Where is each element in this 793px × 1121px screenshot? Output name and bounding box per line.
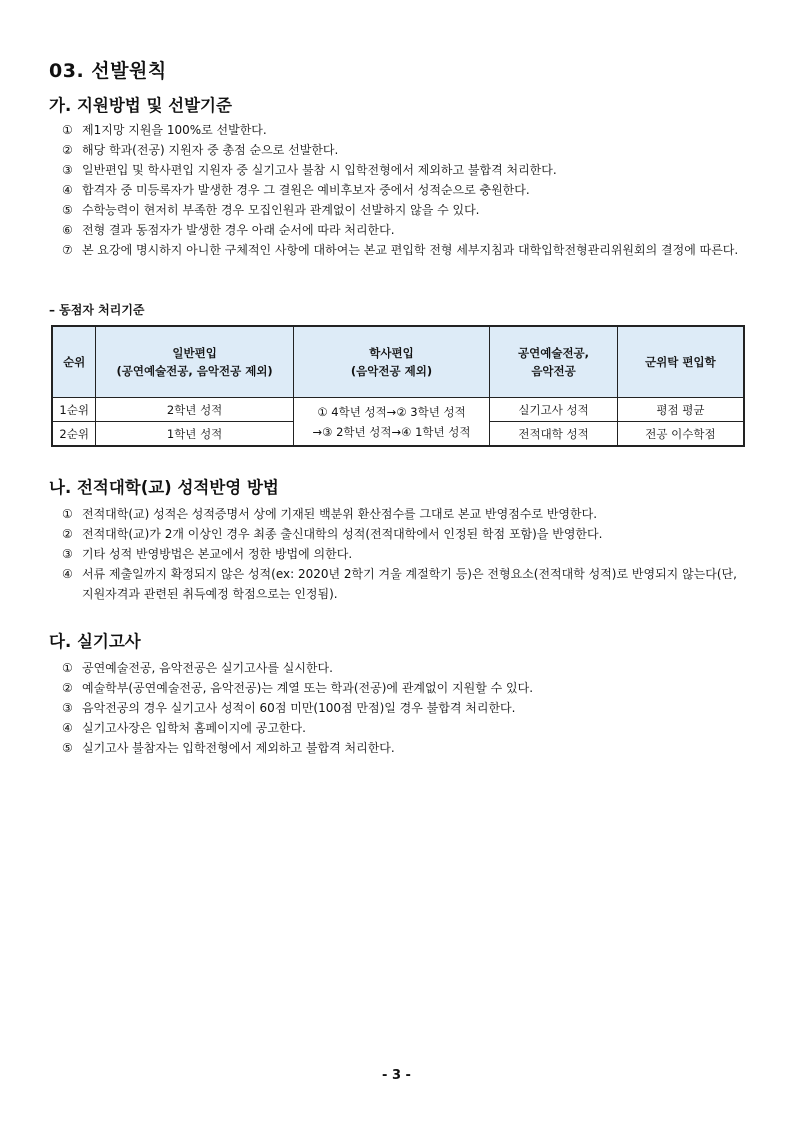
cell-rank: 2순위 bbox=[52, 422, 96, 447]
list-prior-grades bbox=[62, 504, 752, 604]
list-item: ⑦ 본 요강에 명시하지 아니한 구체적인 사항에 대하여는 본교 편입학 전형 세부지침과 대학입학전형관리위원회의 결정에 따른다. bbox=[62, 243, 739, 257]
list-item: ② 해당 학과(전공) 지원자 중 총점 순으로 선발한다. bbox=[62, 143, 339, 157]
list-item: ⑤ 실기고사 불참자는 입학전형에서 제외하고 불합격 처리한다. bbox=[62, 741, 395, 755]
cell-general: 2학년 성적 bbox=[96, 398, 293, 422]
table-row bbox=[52, 398, 744, 422]
list-item: ③ 일반편입 및 학사편입 지원자 중 실기고사 불참 시 입학전형에서 제외하고 불합격 처리한다. bbox=[62, 163, 557, 177]
list-item: ① 제1지망 지원을 100%로 선발한다. bbox=[62, 123, 267, 137]
table-header-row bbox=[52, 326, 744, 398]
list-item: ④ 서류 제출일까지 확정되지 않은 성적(ex: 2020년 2학기 겨울 계절학기 등)은 전형요소(전적대학 성적)로 반영되지 않는다(단, 지원자격과 관련된 취득예정 학점으로는 인정됨). bbox=[62, 567, 737, 601]
cell-military: 전공 이수학점 bbox=[617, 422, 744, 447]
cell-military: 평점 평균 bbox=[617, 398, 744, 422]
cell-general: 1학년 성적 bbox=[96, 422, 293, 447]
cell-rank: 1순위 bbox=[52, 398, 96, 422]
list-item: ③ 기타 성적 반영방법은 본교에서 정한 방법에 의한다. bbox=[62, 547, 353, 561]
list-item: ⑥ 전형 결과 동점자가 발생한 경우 아래 순서에 따라 처리한다. bbox=[62, 223, 395, 237]
cell-arts: 실기고사 성적 bbox=[490, 398, 618, 422]
list-practical-exam bbox=[62, 658, 752, 758]
header-arts-music: 공연예술전공, 음악전공 bbox=[490, 326, 618, 398]
page-number: - 3 - bbox=[382, 1068, 411, 1083]
list-item: ③ 음악전공의 경우 실기고사 성적이 60점 미만(100점 만점)일 경우 불합격 처리한다. bbox=[62, 701, 516, 715]
cell-arts: 전적대학 성적 bbox=[490, 422, 618, 447]
tiebreak-label: – 동점자 처리기준 bbox=[49, 303, 145, 317]
list-item: ① 전적대학(교) 성적은 성적증명서 상에 기재된 백분위 환산점수를 그대로 본교 반영점수로 반영한다. bbox=[62, 507, 598, 521]
header-general: 일반편입 (공연예술전공, 음악전공 제외) bbox=[96, 326, 293, 398]
list-item: ④ 실기고사장은 입학처 홈페이지에 공고한다. bbox=[62, 721, 306, 735]
heading-prior-grades: 나. 전적대학(교) 성적반영 방법 bbox=[49, 478, 279, 497]
list-item: ④ 합격자 중 미등록자가 발생한 경우 그 결원은 예비후보자 중에서 성적순으로 충원한다. bbox=[62, 183, 530, 197]
heading-practical-exam: 다. 실기고사 bbox=[49, 632, 141, 651]
tiebreak-table bbox=[51, 325, 745, 447]
heading-application-method: 가. 지원방법 및 선발기준 bbox=[49, 96, 232, 115]
header-rank: 순위 bbox=[52, 326, 96, 398]
cell-bachelor: ① 4학년 성적→② 3학년 성적 →③ 2학년 성적→④ 1학년 성적 bbox=[293, 398, 489, 447]
list-item: ① 공연예술전공, 음악전공은 실기고사를 실시한다. bbox=[62, 661, 333, 675]
header-bachelor: 학사편입 (음악전공 제외) bbox=[293, 326, 489, 398]
list-item: ⑤ 수학능력이 현저히 부족한 경우 모집인원과 관계없이 선발하지 않을 수 있다. bbox=[62, 203, 480, 217]
header-military: 군위탁 편입학 bbox=[617, 326, 744, 398]
list-application-method bbox=[62, 120, 752, 260]
list-item: ② 예술학부(공연예술전공, 음악전공)는 계열 또는 학과(전공)에 관계없이 지원할 수 있다. bbox=[62, 681, 534, 695]
section-title: 03. 선발원칙 bbox=[49, 60, 167, 82]
list-item: ② 전적대학(교)가 2개 이상인 경우 최종 출신대학의 성적(전적대학에서 인정된 학점 포함)을 반영한다. bbox=[62, 527, 603, 541]
